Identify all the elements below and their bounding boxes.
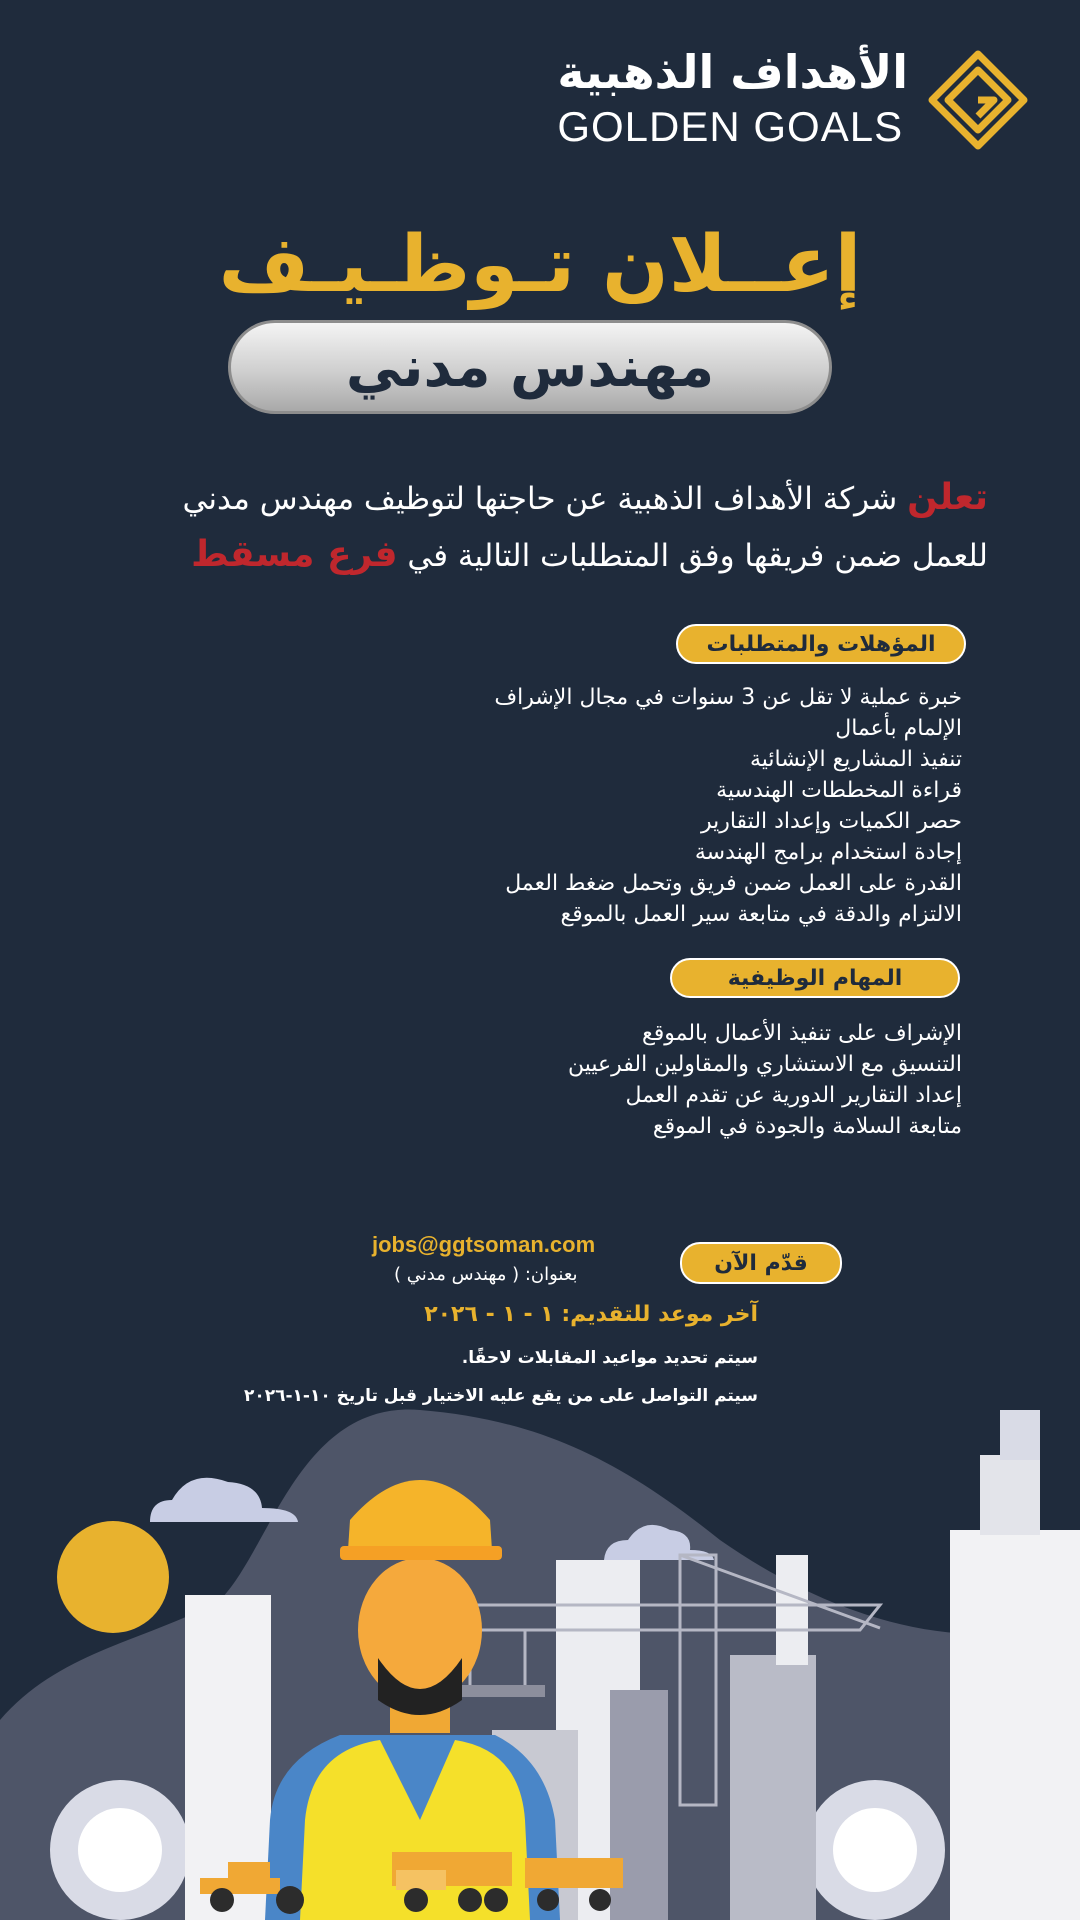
- wheel-shape: [78, 1808, 162, 1892]
- building-right: [950, 1530, 1080, 1920]
- sun-icon: [57, 1521, 169, 1633]
- cloud-icon: [150, 1478, 298, 1522]
- wheel-shape: [833, 1808, 917, 1892]
- position-title-pill: مهندس مدني: [228, 320, 832, 414]
- email-subject: بعنوان: ( مهندس مدني ): [394, 1264, 578, 1285]
- helmet-brim: [340, 1546, 502, 1560]
- list-item: متابعة السلامة والجودة في الموقع: [652, 1114, 962, 1139]
- brand-name-en: GOLDEN GOALS: [557, 103, 904, 150]
- qualifications-list: [494, 682, 962, 930]
- duties-list: [568, 1018, 962, 1142]
- brand-text: [557, 45, 908, 151]
- list-item: خبرة عملية لا تقل عن 3 سنوات في مجال الإشراف: [494, 685, 962, 710]
- list-item: إعداد التقارير الدورية عن تقدم العمل: [625, 1083, 962, 1108]
- crane-load: [455, 1685, 545, 1697]
- list-item: القدرة على العمل ضمن فريق وتحمل ضغط العمل: [505, 871, 962, 896]
- golden-goals-logo-icon: [926, 48, 1030, 152]
- email-link[interactable]: jobs@ggtsoman.com: [372, 1232, 596, 1257]
- list-item: قراءة المخططات الهندسية: [716, 778, 962, 803]
- intro-text: [28, 470, 988, 584]
- intro-lead: تعلن: [907, 477, 988, 518]
- building-right-spire: [1000, 1410, 1040, 1460]
- brand-name-ar: الأهداف الذهبية: [557, 45, 908, 99]
- intro-line-1-text: شركة الأهداف الذهبية عن حاجتها لتوظيف مهندس مدني: [182, 481, 898, 517]
- duties-heading: المهام الوظيفية: [670, 958, 960, 998]
- list-item: التنسيق مع الاستشاري والمقاولين الفرعيين: [567, 1052, 962, 1077]
- application-deadline: آخر موعد للتقديم: ١ - ١ - ٢٠٢٦: [424, 1302, 758, 1327]
- interview-note: سيتم تحديد مواعيد المقابلات لاحقًا.: [461, 1348, 758, 1368]
- qualifications-heading: المؤهلات والمتطلبات: [676, 624, 966, 664]
- list-item: الإشراف على تنفيذ الأعمال بالموقع: [642, 1021, 962, 1046]
- building-right-top: [980, 1455, 1040, 1535]
- intro-branch: فرع مسقط: [191, 534, 398, 575]
- building-narrow: [776, 1555, 808, 1665]
- list-item: إجادة استخدام برامج الهندسة: [694, 840, 962, 865]
- construction-illustration: [0, 1400, 1080, 1920]
- list-item: تنفيذ المشاريع الإنشائية: [749, 747, 962, 772]
- intro-line-2: [28, 527, 988, 584]
- intro-line-2-text: للعمل ضمن فريقها وفق المتطلبات التالية في: [407, 538, 988, 574]
- list-item: الإلمام بأعمال: [835, 716, 962, 741]
- apply-now-button[interactable]: قدّم الآن: [680, 1242, 842, 1284]
- list-item: الالتزام والدقة في متابعة سير العمل بالموقع: [560, 902, 962, 927]
- worker-face: [358, 1558, 482, 1702]
- intro-line-1: [28, 470, 988, 527]
- contact-note: سيتم التواصل على من يقع عليه الاختيار قبل تاريخ ١٠-١-٢٠٢٦: [243, 1386, 758, 1406]
- building-striped: [730, 1655, 816, 1920]
- list-item: حصر الكميات وإعداد التقارير: [700, 809, 962, 834]
- headline: إعــلان تـوظـيـف: [218, 220, 862, 310]
- brand-header: [557, 45, 1030, 152]
